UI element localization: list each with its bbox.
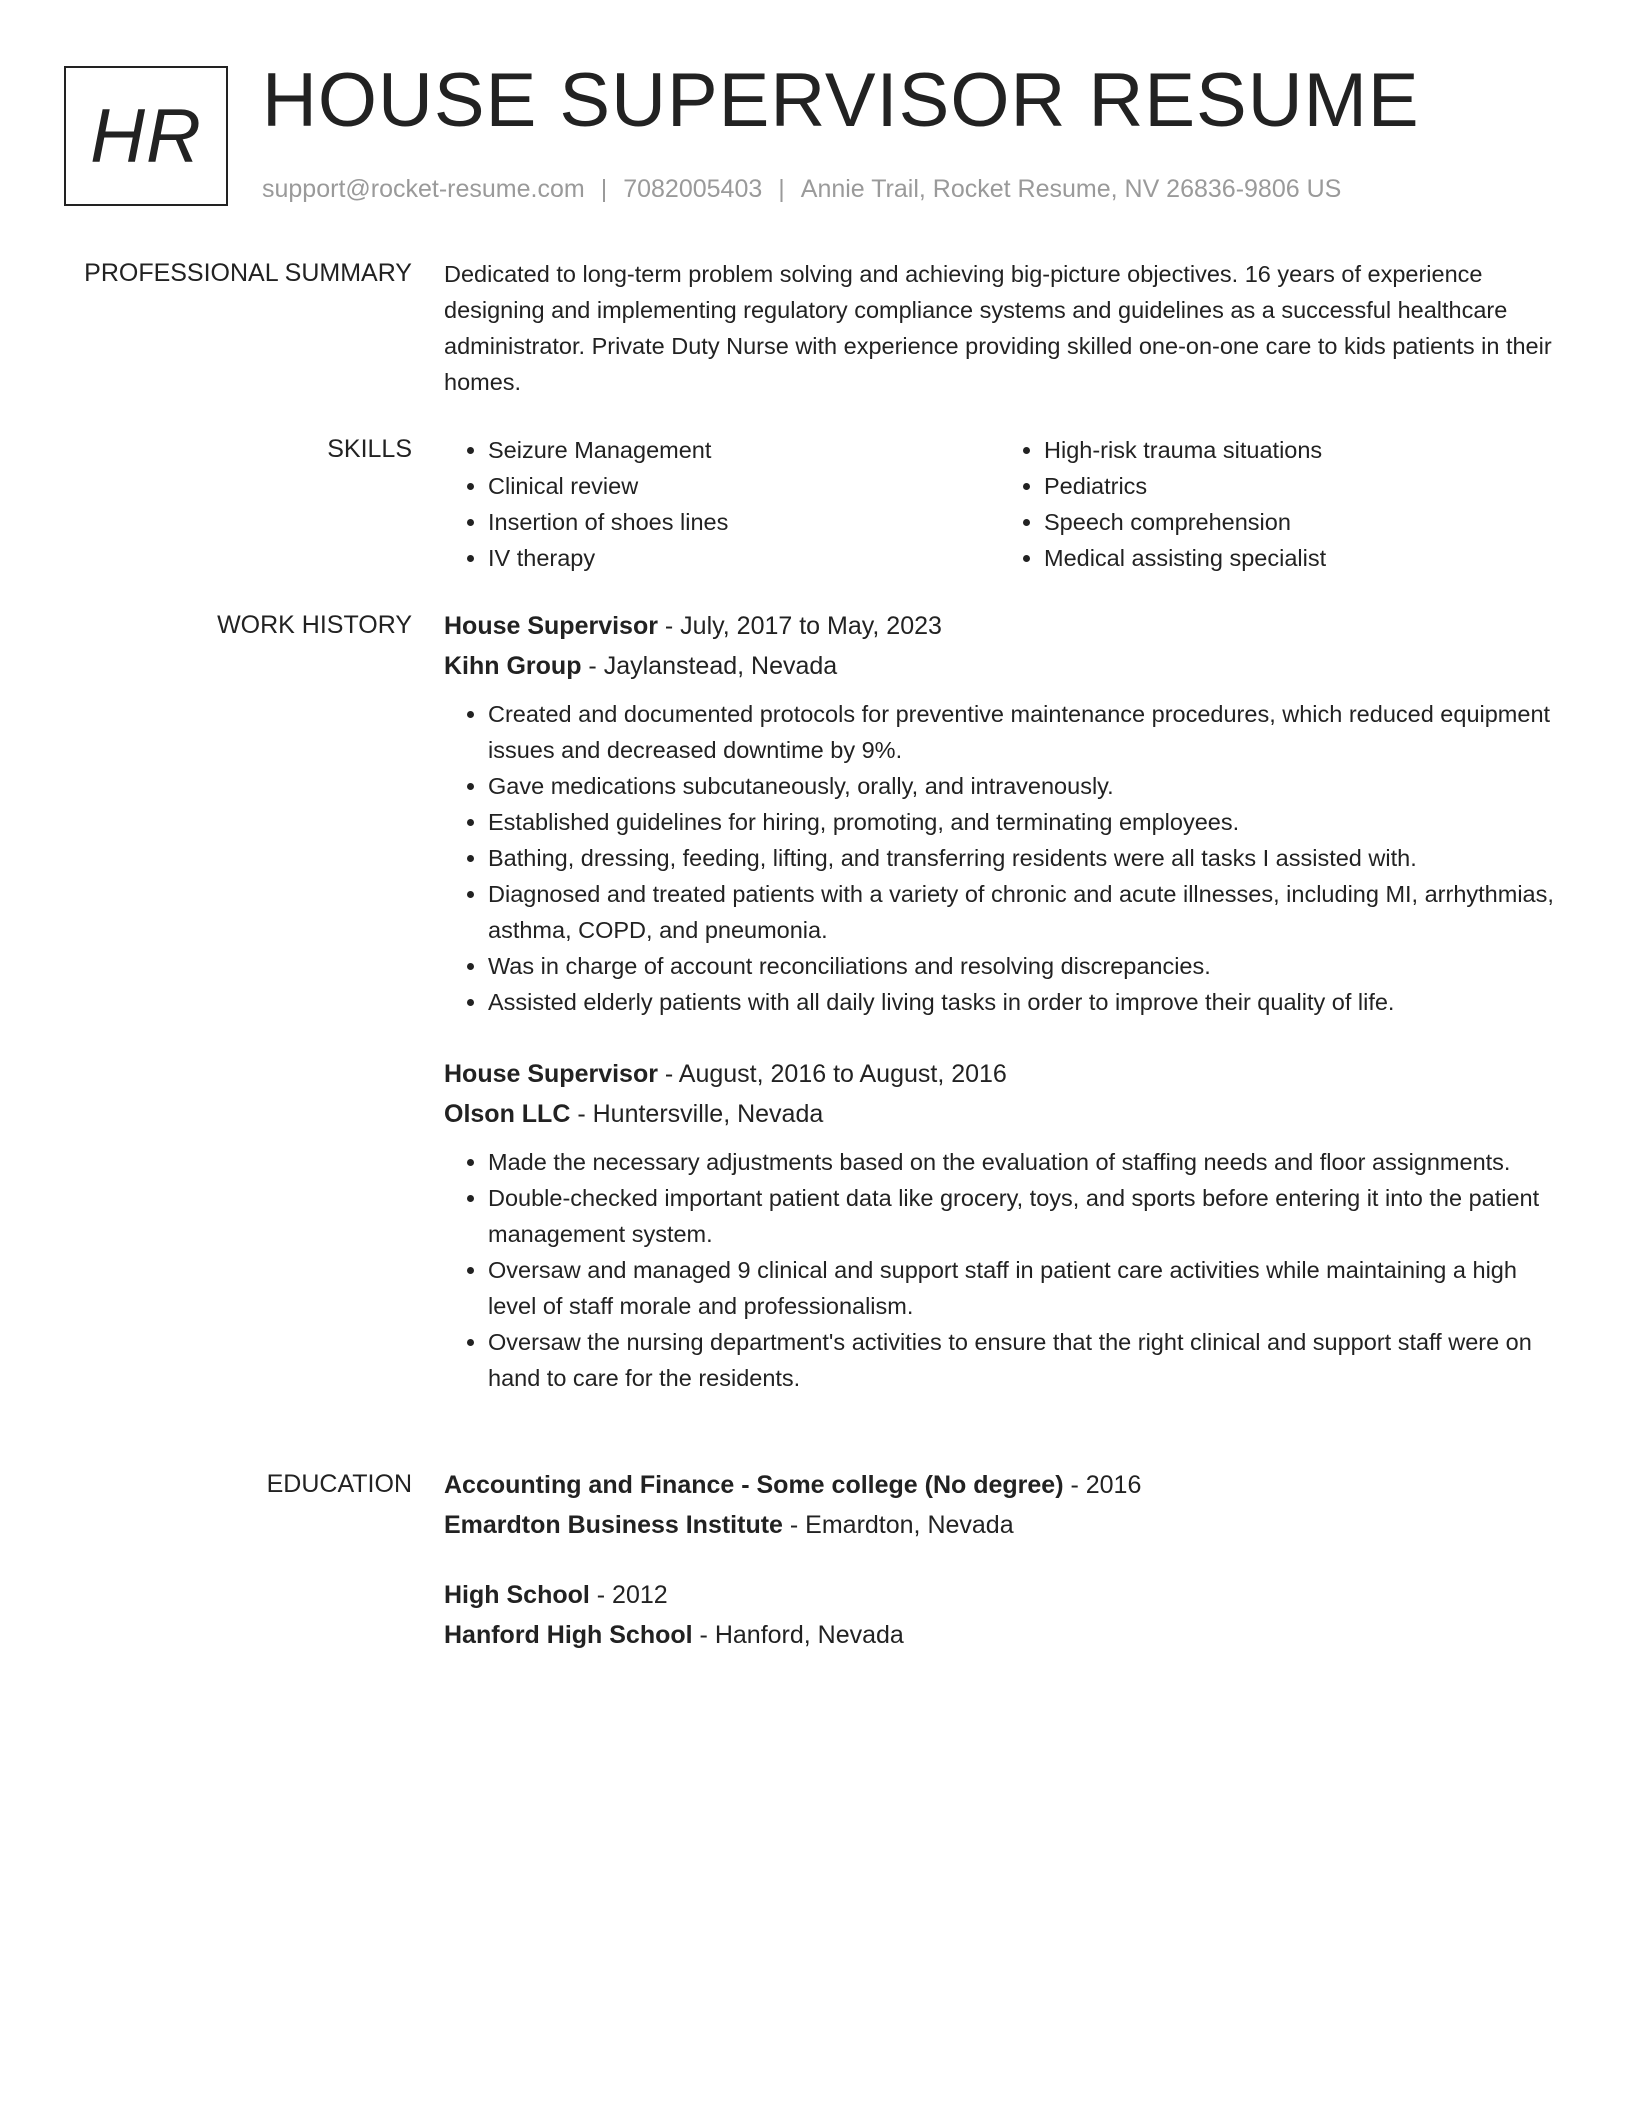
job-entry: [444, 1054, 1556, 1396]
job-bullet: • Oversaw and managed 9 clinical and support staff in patient care activities while maintaining a high level of staff morale and professionalism.: [488, 1252, 1556, 1324]
section-label-skills: SKILLS: [327, 435, 412, 463]
job-dates: - July, 2017 to May, 2023: [657, 612, 942, 640]
skill-item: • Clinical review: [488, 468, 1000, 504]
contact-address: Annie Trail, Rocket Resume, NV 26836-9806 US: [800, 175, 1342, 203]
job-company: Olson LLC: [444, 1100, 571, 1128]
skills-column-left: [444, 432, 1000, 576]
education-school: Hanford High School: [444, 1621, 693, 1649]
job-title-line: [444, 606, 1556, 646]
job-company: Kihn Group: [444, 652, 582, 680]
skill-item: • Seizure Management: [488, 432, 1000, 468]
job-title: House Supervisor: [444, 612, 658, 640]
job-bullet-list: [444, 1144, 1556, 1396]
skill-item: • Speech comprehension: [1044, 504, 1556, 540]
job-location: - Jaylanstead, Nevada: [581, 652, 838, 680]
job-bullet: • Established guidelines for hiring, promoting, and terminating employees.: [488, 804, 1556, 840]
contact-separator: |: [778, 175, 785, 203]
job-bullet-list: [444, 696, 1556, 1020]
monogram-initials: HR: [90, 93, 202, 179]
education-entry: [444, 1575, 1556, 1655]
section-label-summary: PROFESSIONAL SUMMARY: [84, 259, 412, 287]
job-bullet: • Diagnosed and treated patients with a variety of chronic and acute illnesses, including MI, arrhythmias, asthma, COPD, and pneumonia.: [488, 876, 1556, 948]
education-degree-line: [444, 1575, 1556, 1615]
skill-item: • Insertion of shoes lines: [488, 504, 1000, 540]
education-school: Emardton Business Institute: [444, 1511, 783, 1539]
job-org-line: [444, 646, 1556, 686]
education-year: - 2012: [589, 1581, 668, 1609]
job-title: House Supervisor: [444, 1060, 658, 1088]
job-bullet: • Made the necessary adjustments based on the evaluation of staffing needs and floor assignments.: [488, 1144, 1556, 1180]
education-entry: [444, 1465, 1556, 1545]
work-history-body: [444, 606, 1556, 1430]
education-location: - Emardton, Nevada: [782, 1511, 1014, 1539]
job-bullet: • Bathing, dressing, feeding, lifting, and transferring residents were all tasks I assisted with.: [488, 840, 1556, 876]
contact-separator: |: [600, 175, 608, 203]
monogram-box: [64, 66, 228, 206]
skill-item: • Pediatrics: [1044, 468, 1556, 504]
job-location: - Huntersville, Nevada: [570, 1100, 824, 1128]
job-bullet: • Created and documented protocols for preventive maintenance procedures, which reduced equipment issues and decreased downtime by 9%.: [488, 696, 1556, 768]
skills-grid: [444, 432, 1556, 576]
education-school-line: [444, 1615, 1556, 1655]
job-dates: - August, 2016 to August, 2016: [657, 1060, 1007, 1088]
contact-line: [262, 172, 1341, 206]
resume-title: HOUSE SUPERVISOR RESUME: [262, 58, 1420, 143]
skill-item: • Medical assisting specialist: [1044, 540, 1556, 576]
job-entry: [444, 606, 1556, 1020]
section-label-education: EDUCATION: [266, 1470, 412, 1498]
section-label-work-history: WORK HISTORY: [217, 611, 412, 639]
education-degree: High School: [444, 1581, 590, 1609]
summary-body: [444, 256, 1556, 400]
job-org-line: [444, 1094, 1556, 1134]
job-bullet: • Was in charge of account reconciliations and resolving discrepancies.: [488, 948, 1556, 984]
education-body: [444, 1465, 1556, 1685]
education-school-line: [444, 1505, 1556, 1545]
education-location: - Hanford, Nevada: [692, 1621, 904, 1649]
skills-column-right: [1000, 432, 1556, 576]
skill-item: • IV therapy: [488, 540, 1000, 576]
job-title-line: [444, 1054, 1556, 1094]
job-bullet: • Double-checked important patient data like grocery, toys, and sports before entering it into the patient management system.: [488, 1180, 1556, 1252]
job-bullet: • Oversaw the nursing department's activities to ensure that the right clinical and support staff were on hand to care for the residents.: [488, 1324, 1556, 1396]
summary-text: Dedicated to long-term problem solving and achieving big-picture objectives. 16 years of experience designing and implementing regulatory compliance systems and guidelines as a successful healthcare administrator. Private Duty Nurse with experience providing skilled one-on-one care to kids patients in their homes.: [444, 261, 1552, 395]
contact-phone: 7082005403: [623, 175, 763, 203]
education-degree: Accounting and Finance - Some college (No degree): [444, 1471, 1064, 1499]
skill-item: • High-risk trauma situations: [1044, 432, 1556, 468]
education-degree-line: [444, 1465, 1556, 1505]
skills-body: [444, 432, 1556, 576]
job-bullet: • Gave medications subcutaneously, orally, and intravenously.: [488, 768, 1556, 804]
contact-email: support@rocket-resume.com: [262, 175, 585, 203]
job-bullet: • Assisted elderly patients with all daily living tasks in order to improve their quality of life.: [488, 984, 1556, 1020]
education-year: - 2016: [1063, 1471, 1142, 1499]
